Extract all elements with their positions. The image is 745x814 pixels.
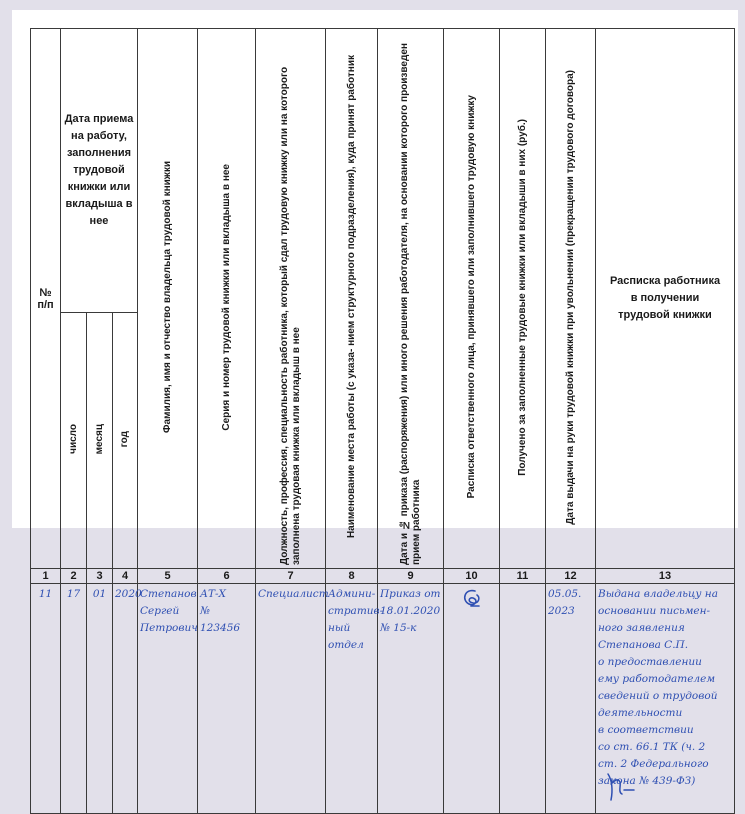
header-resp-signature: Расписка ответственного лица, принявшего или заполнившего трудовую книжку	[444, 29, 500, 569]
entry-name: Степанов Сергей	[138, 584, 198, 814]
header-day: число	[61, 313, 87, 569]
column-number: 8	[326, 569, 378, 584]
header-num: № п/п	[31, 29, 61, 569]
header-year: год	[113, 313, 138, 569]
entry-received	[500, 584, 546, 814]
column-number: 3	[87, 569, 113, 584]
column-number: 9	[378, 569, 444, 584]
entry-resp-signature	[444, 584, 500, 814]
column-number: 11	[500, 569, 546, 584]
header-receipt: Расписка работника в получении трудовой книжки	[596, 29, 735, 569]
header-series: Серия и номер трудовой книжки или вкладыша в нее	[198, 29, 256, 569]
column-number: 5	[138, 569, 198, 584]
work-book-journal-table	[30, 28, 735, 814]
column-number: 6	[198, 569, 256, 584]
entry-issue-date: 05.05. 2023	[546, 584, 596, 814]
entry-series: АТ-Х №	[198, 584, 256, 814]
column-number: 12	[546, 569, 596, 584]
entry-month: 01	[87, 584, 113, 814]
header-order: Дата и № приказа (распоряжения) или иного решения работодателя, на основании которого произведен прием работника	[378, 29, 444, 569]
entry-receipt: Выдана владельцу на основании письмен-	[596, 584, 735, 814]
entry-position: Специалист	[256, 584, 326, 814]
responsible-signature-icon	[457, 586, 487, 610]
header-received: Получено за заполненные трудовые книжки или вкладыши в них (руб.)	[500, 29, 546, 569]
entry-department: Админи- стратив-	[326, 584, 378, 814]
column-numbers-row	[31, 569, 735, 584]
entry-year: 2020	[113, 584, 138, 814]
column-number: 7	[256, 569, 326, 584]
column-number: 1	[31, 569, 61, 584]
column-number: 13	[596, 569, 735, 584]
entry-day: 17	[61, 584, 87, 814]
header-issue-date: Дата выдачи на руки трудовой книжки при увольнении (прекращении трудового договора)	[546, 29, 596, 569]
column-number: 4	[113, 569, 138, 584]
header-department: Наименование места работы (с указа- нием структурного подразделения), куда принят работник	[326, 29, 378, 569]
column-number: 2	[61, 569, 87, 584]
header-position: Должность, профессия, специальность работника, который сдал трудовую книжку или на которого заполнена трудовая книжка или вкладыш в нее	[256, 29, 326, 569]
employee-signature-icon	[598, 770, 642, 804]
entry-order: Приказ от 18.01.2020	[378, 584, 444, 814]
header-month: месяц	[87, 313, 113, 569]
journal-sheet	[12, 10, 738, 528]
entry-num: 11	[31, 584, 61, 814]
header-date-group: Дата приема на работу, заполнения трудовой книжки или вкладыша в нее	[61, 29, 138, 313]
column-number: 10	[444, 569, 500, 584]
header-name: Фамилия, имя и отчество владельца трудовой книжки	[138, 29, 198, 569]
journal-entry-row	[31, 584, 735, 814]
